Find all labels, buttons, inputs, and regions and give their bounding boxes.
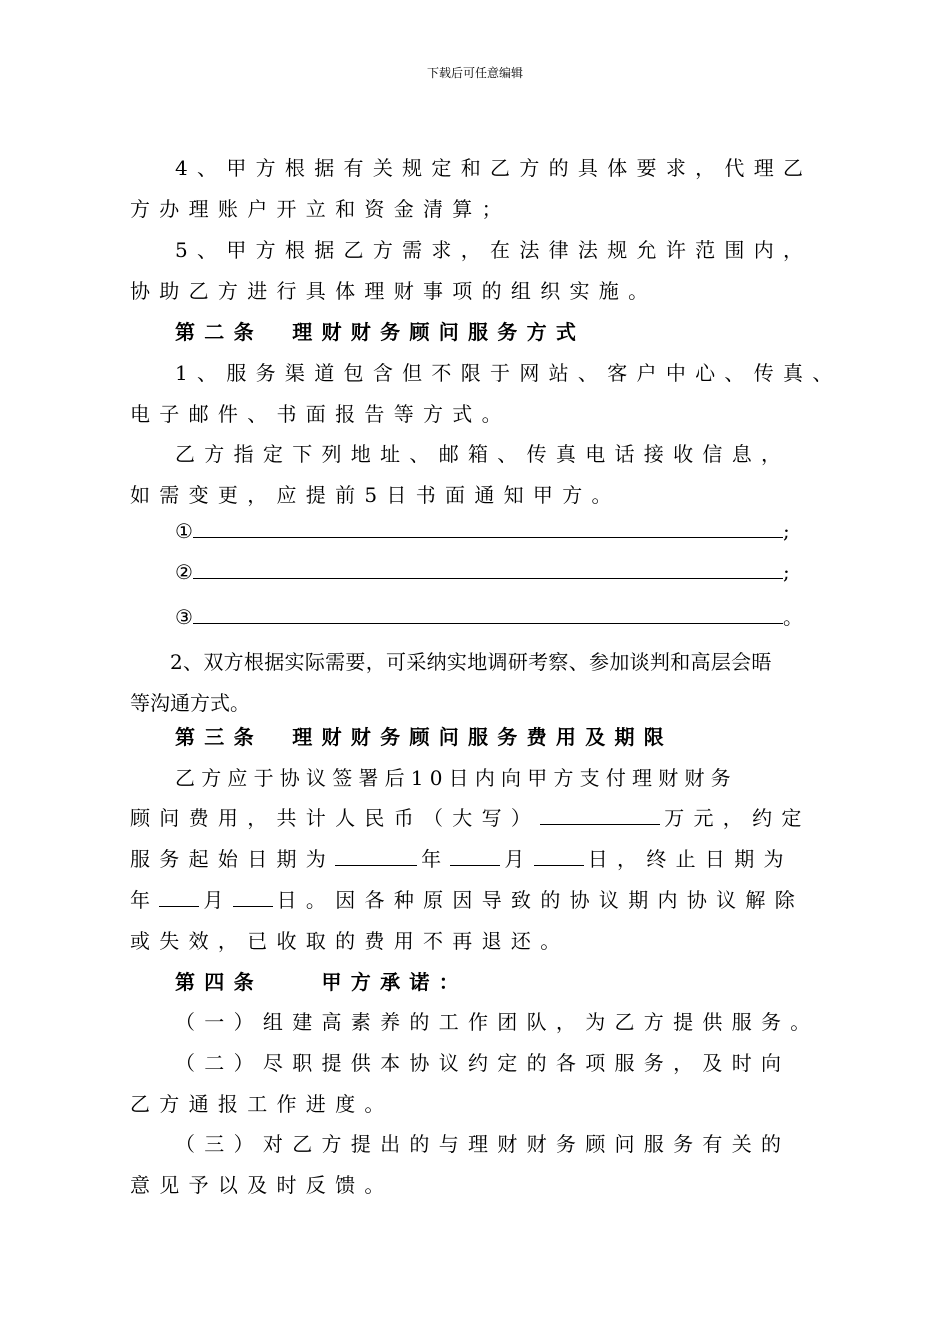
blank-end-2: ; bbox=[782, 560, 790, 584]
end-month-label: 月 bbox=[203, 888, 233, 912]
contact-blank-3 bbox=[175, 601, 803, 630]
designation-line-2: 如需变更，应提前5日书面通知甲方。 bbox=[130, 483, 621, 507]
contact-blank-2 bbox=[175, 560, 790, 584]
fee-amount-blank[interactable] bbox=[540, 806, 660, 825]
start-year-label: 年 bbox=[421, 847, 451, 871]
termination-text: 日。因各种原因导致的协议期内协议解除 bbox=[276, 888, 805, 912]
circled-two: ② bbox=[175, 560, 193, 584]
start-year-blank[interactable] bbox=[335, 847, 417, 866]
article-3-line-3 bbox=[130, 843, 793, 872]
clause-5-line-1: 5、甲方根据乙方需求，在法律法规允许范围内， bbox=[175, 238, 813, 262]
article-3-line-2 bbox=[130, 802, 811, 831]
start-month-blank[interactable] bbox=[450, 847, 500, 866]
blank-end-3: 。 bbox=[782, 605, 803, 629]
article-4-item-2-line-2: 乙方通报工作进度。 bbox=[130, 1092, 394, 1116]
article-3-line-4 bbox=[130, 884, 804, 913]
article-4-heading: 第四条 甲方承诺： bbox=[175, 970, 468, 994]
article-2-item-2-line-2: 等沟通方式。 bbox=[130, 691, 250, 715]
circled-three: ③ bbox=[175, 605, 193, 629]
end-day-blank[interactable] bbox=[233, 888, 273, 907]
page-header: 下载后可任意编辑 bbox=[426, 66, 523, 80]
end-year-label: 年 bbox=[130, 888, 160, 912]
article-3-line-5: 或失效，已收取的费用不再退还。 bbox=[130, 929, 570, 953]
designation-line-1: 乙方指定下列地址、邮箱、传真电话接收信息， bbox=[175, 442, 791, 466]
fee-unit-text: 万元，约定 bbox=[664, 806, 811, 830]
clause-4-line-2: 方办理账户开立和资金清算； bbox=[130, 197, 511, 221]
start-date-label: 服务起始日期为 bbox=[130, 847, 336, 871]
circled-one: ① bbox=[175, 519, 193, 543]
article-4-item-2-line-1: （二）尽职提供本协议约定的各项服务，及时向 bbox=[175, 1051, 791, 1075]
article-4-item-3-line-2: 意见予以及时反馈。 bbox=[130, 1173, 394, 1197]
article-3-heading: 第三条 理财财务顾问服务费用及期限 bbox=[175, 725, 674, 749]
article-3-line-1: 乙方应于协议签署后10日内向甲方支付理财财务 bbox=[175, 766, 737, 790]
start-day-blank[interactable] bbox=[534, 847, 584, 866]
blank-field-3[interactable] bbox=[193, 605, 783, 624]
clause-4-line-1: 4、甲方根据有关规定和乙方的具体要求，代理乙 bbox=[175, 156, 813, 180]
end-date-label: 日，终止日期为 bbox=[587, 847, 793, 871]
blank-field-1[interactable] bbox=[193, 519, 783, 538]
article-2-item-2-line-1: 2、双方根据实际需要，可采纳实地调研考察、参加谈判和高层会晤 bbox=[170, 650, 772, 674]
contact-blank-1 bbox=[175, 519, 790, 543]
end-month-blank[interactable] bbox=[159, 888, 199, 907]
article-2-heading: 第二条 理财财务顾问服务方式 bbox=[175, 320, 586, 344]
article-2-item-1-line-2: 电子邮件、书面报告等方式。 bbox=[130, 402, 511, 426]
start-month-label: 月 bbox=[504, 847, 534, 871]
article-2-item-1-line-1: 1、服务渠道包含但不限于网站、客户中心、传真、 bbox=[175, 361, 842, 385]
blank-field-2[interactable] bbox=[193, 560, 783, 579]
blank-end-1: ; bbox=[782, 519, 790, 543]
article-4-item-3-line-1: （三）对乙方提出的与理财财务顾问服务有关的 bbox=[175, 1132, 791, 1156]
fee-text: 顾问费用，共计人民币（大写） bbox=[130, 806, 541, 830]
clause-5-line-2: 协助乙方进行具体理财事项的组织实施。 bbox=[130, 279, 658, 303]
article-4-item-1: （一）组建高素养的工作团队，为乙方提供服务。 bbox=[175, 1010, 820, 1034]
